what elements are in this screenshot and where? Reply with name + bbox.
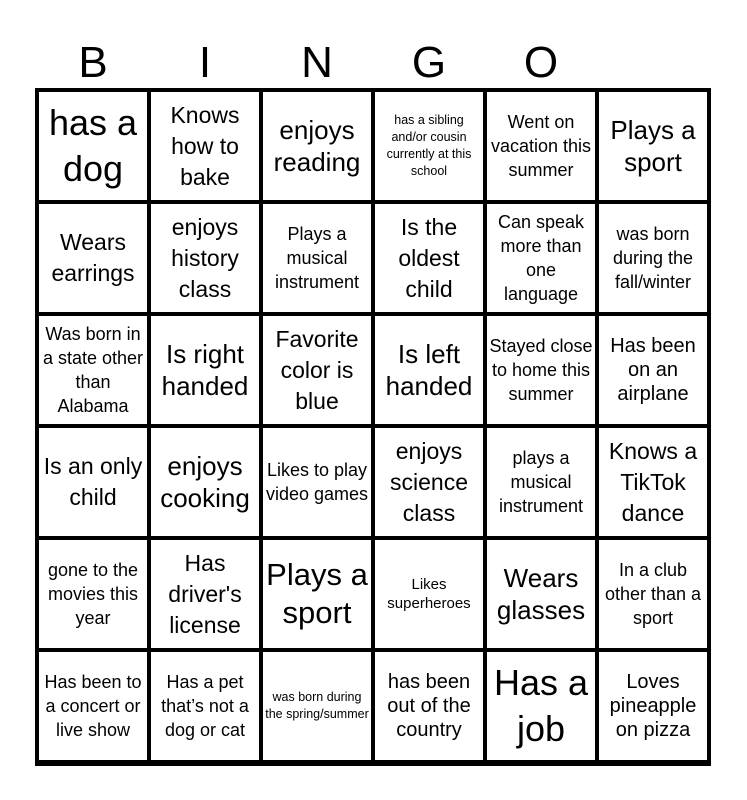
header-letter-g: G [411,38,447,87]
bingo-cell[interactable] [375,204,483,312]
bingo-cell[interactable] [39,652,147,760]
cell-text: was born during the fall/winter [612,224,694,292]
cell-text: was born during the spring/summer [265,690,369,721]
bingo-cell[interactable] [375,652,483,760]
bingo-cell[interactable] [599,540,707,648]
cell-text: Wears earrings [51,229,135,286]
cell-text: has been out of the country [387,671,471,741]
bingo-cell[interactable] [39,316,147,424]
cell-text: enjoys cooking [160,451,250,513]
bingo-cell[interactable] [487,652,595,760]
bingo-cell[interactable] [599,204,707,312]
bingo-cell[interactable] [263,92,371,200]
cell-text: Can speak more than one language [497,212,585,304]
cell-text: Likes to play video games [265,460,369,504]
cell-text: Has been on an airplane [610,335,696,405]
bingo-cell[interactable] [599,428,707,536]
cell-text: has a dog [48,102,138,189]
bingo-board [35,88,711,766]
cell-text: Is the oldest child [398,213,460,302]
cell-text: enjoys science class [390,437,468,526]
cell-text: plays a musical instrument [498,448,584,516]
cell-text: Knows a TikTok dance [608,437,698,526]
bingo-cell[interactable] [375,428,483,536]
cell-text: Was born in a state other than Alabama [42,324,144,416]
bingo-cell[interactable] [263,428,371,536]
cell-text: Plays a sport [610,115,696,177]
cell-text: Likes superheroes [387,576,471,612]
cell-text: Wears glasses [496,563,586,625]
cell-text: Has a pet that’s not a dog or cat [161,672,249,740]
bingo-cell[interactable] [151,316,259,424]
bingo-cell[interactable] [263,204,371,312]
bingo-cell[interactable] [263,652,371,760]
cell-text: Has a job [493,662,589,749]
bingo-cell[interactable] [375,316,483,424]
bingo-header [37,38,709,88]
bingo-cell[interactable] [487,92,595,200]
header-letter-i: I [198,38,212,87]
bingo-cell[interactable] [39,204,147,312]
cell-text: Knows how to bake [170,101,240,190]
cell-text: Plays a musical instrument [274,224,360,292]
cell-text: Has been to a concert or live show [44,672,142,740]
cell-text: Plays a sport [266,557,368,630]
cell-text: has a sibling and/or cousin currently at this school [386,113,472,178]
bingo-cell[interactable] [599,92,707,200]
bingo-cell[interactable] [599,316,707,424]
bingo-cell[interactable] [375,92,483,200]
bingo-cell[interactable] [151,652,259,760]
cell-text: enjoys reading [273,115,361,177]
cell-text: Has driver's license [168,549,242,638]
bingo-cell[interactable] [39,428,147,536]
bingo-cell[interactable] [151,428,259,536]
cell-text: Is right handed [161,339,249,401]
bingo-cell[interactable] [487,204,595,312]
cell-text: Favorite color is blue [275,325,359,414]
cell-text: gone to the movies this year [47,560,139,628]
cell-text: Stayed close to home this summer [489,336,593,404]
cell-text: Is an only child [43,453,143,510]
bingo-cell[interactable] [151,204,259,312]
cell-text: Is left handed [385,339,473,401]
cell-text: Went on vacation this summer [490,112,592,180]
cell-text: enjoys history class [171,213,239,302]
bingo-cell[interactable] [263,316,371,424]
bingo-cell[interactable] [151,92,259,200]
bingo-cell[interactable] [375,540,483,648]
header-letter-o: O [523,38,559,87]
header-letter-b: B [78,38,108,87]
cell-text: Loves pineapple on pizza [609,671,697,741]
bingo-cell[interactable] [487,428,595,536]
bingo-cell[interactable] [151,540,259,648]
bingo-cell[interactable] [263,540,371,648]
bingo-cell[interactable] [487,316,595,424]
bingo-cell[interactable] [39,92,147,200]
bingo-cell[interactable] [599,652,707,760]
bingo-cell[interactable] [487,540,595,648]
cell-text: In a club other than a sport [604,560,702,628]
header-letter-n: N [301,38,333,87]
bingo-cell[interactable] [39,540,147,648]
